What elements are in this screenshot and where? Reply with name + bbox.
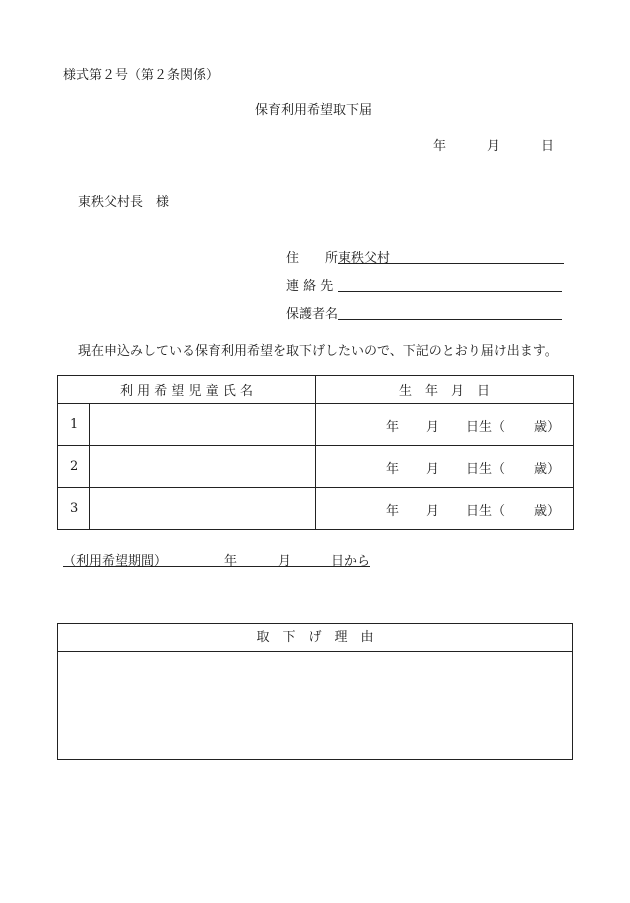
- period-year: 年: [224, 554, 238, 569]
- address-label: 住 所: [286, 251, 339, 266]
- dob-cell[interactable]: [316, 488, 574, 530]
- dob-year: 年: [386, 420, 400, 435]
- child-name-cell[interactable]: [90, 488, 316, 530]
- dob-month: 月: [426, 462, 440, 477]
- date-month: 月: [487, 139, 501, 154]
- address-field[interactable]: [338, 247, 564, 264]
- table-row: [58, 446, 574, 488]
- dob-age: 歳）: [534, 462, 561, 477]
- statement-text: 現在申込みしている保育利用希望を取下げしたいので、下記のとおり届け出ます。: [78, 344, 558, 359]
- dob-month: 月: [426, 420, 440, 435]
- header-child-name: 利 用 希 望 児 童 氏 名: [58, 376, 316, 404]
- dob-cell[interactable]: [316, 404, 574, 446]
- contact-field[interactable]: [338, 275, 562, 292]
- guardian-label: 保護者名: [286, 307, 339, 322]
- dob-year: 年: [386, 504, 400, 519]
- period-from: 日から: [331, 554, 371, 569]
- dob-age: 歳）: [534, 420, 561, 435]
- reason-header: 取 下 げ 理 由: [58, 624, 572, 652]
- dob-born: 日生（: [466, 420, 506, 435]
- page-title: 保育利用希望取下届: [255, 103, 373, 118]
- date-day: 日: [541, 139, 555, 154]
- form-number: 様式第２号（第２条関係）: [63, 68, 220, 83]
- period-line[interactable]: [63, 550, 370, 567]
- reason-box: [57, 623, 573, 760]
- guardian-field[interactable]: [338, 303, 562, 320]
- child-name-cell[interactable]: [90, 446, 316, 488]
- children-table: [57, 375, 574, 530]
- reason-input-area[interactable]: [58, 652, 572, 759]
- table-header-row: [58, 376, 574, 404]
- dob-born: 日生（: [466, 462, 506, 477]
- row-number: 2: [58, 446, 90, 488]
- table-row: [58, 404, 574, 446]
- address-value: 東秩父村: [338, 251, 391, 266]
- row-number: 3: [58, 488, 90, 530]
- period-label: （利用希望期間）: [63, 554, 168, 569]
- child-name-cell[interactable]: [90, 404, 316, 446]
- dob-cell[interactable]: [316, 446, 574, 488]
- dob-born: 日生（: [466, 504, 506, 519]
- dob-month: 月: [426, 504, 440, 519]
- addressee: 東秩父村長 様: [78, 195, 170, 210]
- dob-age: 歳）: [534, 504, 561, 519]
- date-year: 年: [433, 139, 447, 154]
- header-dob: 生 年 月 日: [316, 376, 574, 404]
- row-number: 1: [58, 404, 90, 446]
- period-month: 月: [278, 554, 292, 569]
- table-row: [58, 488, 574, 530]
- dob-year: 年: [386, 462, 400, 477]
- contact-label: 連 絡 先: [286, 279, 334, 294]
